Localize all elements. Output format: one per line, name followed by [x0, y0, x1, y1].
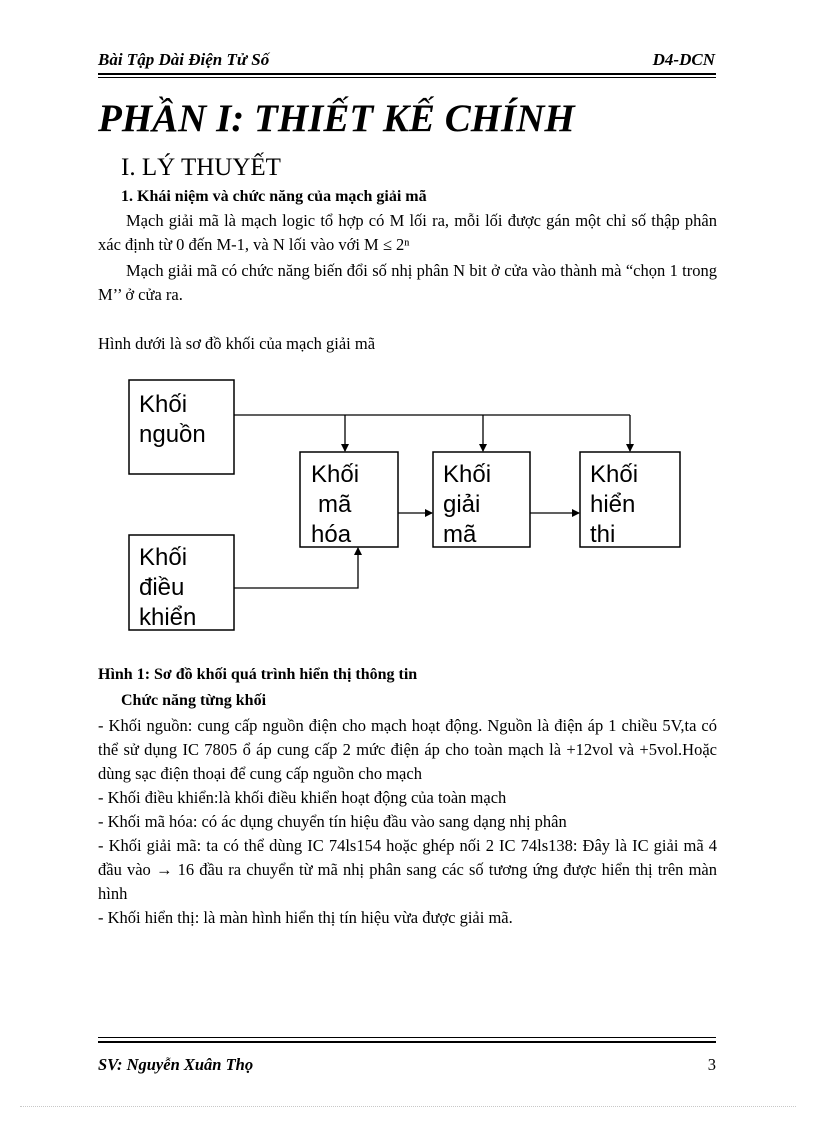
block-decoder-label-3: mã — [443, 521, 477, 548]
block-decoder-label-1: Khối — [443, 461, 492, 488]
block-display-label-3: thi — [590, 521, 616, 548]
function-item-display: - Khối hiển thị: là màn hình hiển thị tín hiệu vừa được giải mã. — [98, 908, 513, 927]
footer-rule — [98, 1041, 716, 1043]
diagram-intro: Hình dưới là sơ đồ khối của mạch giải mã — [98, 334, 376, 353]
block-control-label-1: Khối — [139, 544, 188, 571]
functions-title: Chức năng từng khối — [121, 692, 267, 709]
header-title: Bài Tập Dài Điện Tử Số — [98, 50, 270, 69]
block-power-label-2: nguồn — [139, 421, 206, 448]
block-decoder-label-2: giải — [443, 491, 481, 518]
section-title: I. LÝ THUYẾT — [121, 154, 281, 181]
functions-list — [98, 714, 717, 930]
block-display-label-2: hiển — [590, 491, 636, 518]
page-edge — [20, 1106, 796, 1107]
footer-rule-thin — [98, 1037, 716, 1038]
block-encoder-label-1: Khối — [311, 461, 360, 488]
block-power-label-1: Khối — [139, 391, 188, 418]
block-display-label-1: Khối — [590, 461, 639, 488]
page-number: 3 — [707, 1055, 716, 1074]
function-item-power: - Khối nguồn: cung cấp nguồn điện cho mạch hoạt động. Nguồn là điện áp 1 chiều 5V,ta có thể sử dụng IC 7805 ổ áp cung cấp 2 mức điện áp cho toàn mạch là +12vol và +5vol.Hoặc dùng sạc điện thoại để cung cấp nguồn cho mạch — [98, 716, 717, 783]
paragraph-function: Mạch giải mã có chức năng biến đổi số nhị phân N bit ở cửa vào thành mà “chọn 1 trong M’’ ở cửa ra. — [98, 261, 717, 304]
subsection-title: 1. Khái niệm và chức năng của mạch giải mã — [121, 188, 427, 205]
block-control-label-2: điều — [139, 574, 185, 601]
function-item-encoder: - Khối mã hóa: có ác dụng chuyển tín hiệu đầu vào sang dạng nhị phân — [98, 812, 567, 831]
header-class: D4-DCN — [652, 50, 715, 69]
figure-caption: Hình 1: Sơ đồ khối quá trình hiển thị thông tin — [98, 666, 418, 683]
part-title: PHẦN I: THIẾT KẾ CHÍNH — [98, 97, 575, 140]
function-item-decoder: - Khối giải mã: ta có thể dùng IC 74ls154 hoặc ghép nối 2 IC 74ls138: Đây là IC giải mã 4 đầu vào → 16 đầu ra chuyển từ mã nhị phân sang các số tương ứng được hiển thị trên màn hình — [98, 836, 717, 903]
footer-student: SV: Nguyễn Xuân Thọ — [98, 1055, 254, 1074]
paragraph-definition: Mạch giải mã là mạch logic tổ hợp có M lối ra, mỗi lối được gán một chỉ số thập phân xác định từ 0 đến M-1, và N lối vào với M ≤ 2ⁿ — [98, 211, 717, 254]
control-to-encoder-path — [234, 548, 358, 588]
block-encoder-label-2: mã — [318, 491, 352, 518]
function-item-control: - Khối điều khiển:là khối điều khiển hoạt động của toàn mạch — [98, 788, 507, 807]
block-encoder-label-3: hóa — [311, 521, 352, 548]
block-control-label-3: khiển — [139, 604, 197, 631]
